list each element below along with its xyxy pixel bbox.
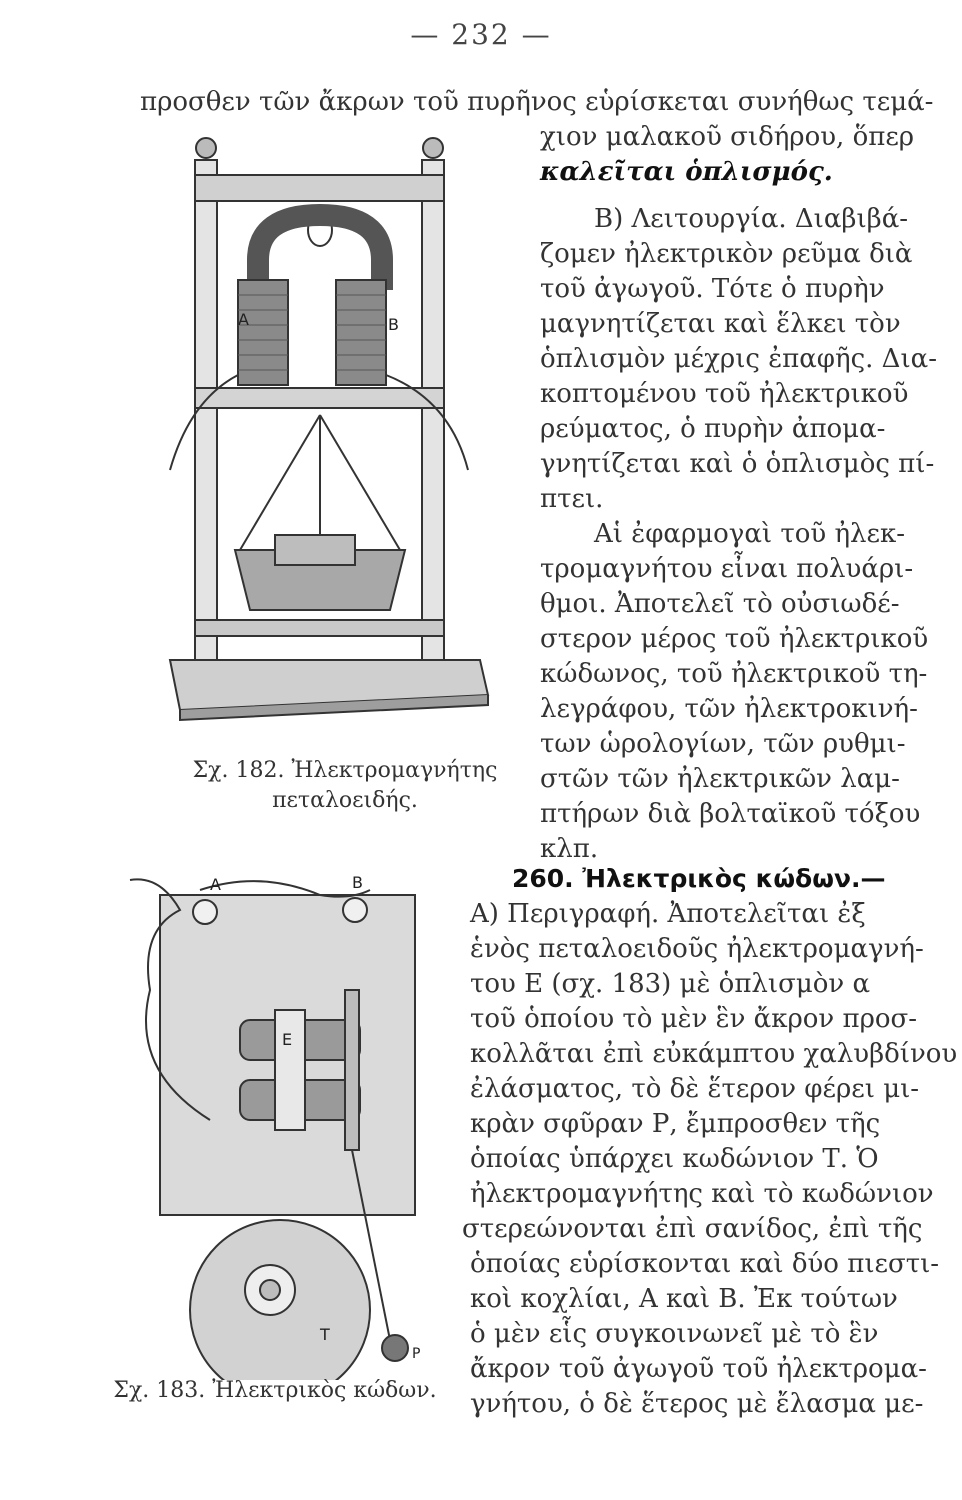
- text-line: χιον μαλακοῦ σιδήρου, ὅπερ: [540, 122, 915, 152]
- text-line: γνητίζεται καὶ ὁ ὁπλισμὸς πί-: [540, 449, 935, 479]
- text-line: ὁποίας εὑρίσκονται καὶ δύο πιεστι-: [470, 1249, 940, 1279]
- text-line: του Ε (σχ. 183) μὲ ὁπλισμὸν α: [470, 969, 871, 999]
- text-line: προσθεν τῶν ἄκρων τοῦ πυρῆνος εὑρίσκεται συνήθως τεμά-: [140, 87, 934, 117]
- text-line: ζομεν ἠλεκτρικὸν ρεῦμα διὰ: [540, 239, 913, 269]
- fig183-label-e: Ε: [282, 1030, 293, 1049]
- text-line: κρὰν σφῦραν Ρ, ἔμπροσθεν τῆς: [470, 1109, 881, 1139]
- fig182-label-a: Α: [238, 310, 249, 329]
- text-line: Αἱ ἐφαρμογαὶ τοῦ ἠλεκ-: [594, 519, 906, 549]
- text-line: θμοι. Ἀποτελεῖ τὸ οὐσιωδέ-: [540, 589, 900, 619]
- text-line: ὁποίας ὑπάρχει κωδώνιον Τ. Ὁ: [470, 1144, 879, 1174]
- text-line: κολλᾶται ἐπὶ εὐκάμπτου χαλυβδίνου: [470, 1039, 958, 1069]
- text-line: πτήρων διὰ βολταϊκοῦ τόξου: [540, 799, 921, 829]
- text-line: των ὡρολογίων, τῶν ρυθμι-: [540, 729, 906, 759]
- text-line: στερεώνονται ἐπὶ σανίδος, ἐπὶ τῆς: [462, 1214, 923, 1244]
- fig183-label-b: Β: [352, 873, 363, 892]
- text-line: κοὶ κοχλίαι, Α καὶ Β. Ἐκ τούτων: [470, 1284, 898, 1314]
- figure-183-illustration: [120, 870, 440, 1380]
- text-line: Α) Περιγραφή. Ἀποτελεῖται ἐξ: [470, 899, 866, 929]
- text-line: ἐλάσματος, τὸ δὲ ἕτερον φέρει μι-: [470, 1074, 920, 1104]
- figure-183-caption: Σχ. 183. Ἠλεκτρικὸς κώδων.: [113, 1378, 437, 1403]
- text-line: ὁ μὲν εἷς συγκοινωνεῖ μὲ τὸ ἓν: [470, 1319, 879, 1349]
- text-line: καλεῖται ὁπλισμός.: [540, 157, 833, 187]
- text-line: τοῦ ἀγωγοῦ. Τότε ὁ πυρὴν: [540, 274, 885, 304]
- section-heading: 260. Ἠλεκτρικὸς κώδων.—: [512, 864, 886, 893]
- text-line: κλπ.: [540, 834, 599, 864]
- text-line: λεγράφου, τῶν ἠλεκτροκινή-: [540, 694, 918, 724]
- text-line: ἄκρον τοῦ ἀγωγοῦ τοῦ ἠλεκτρομα-: [470, 1354, 927, 1384]
- text-line: ἠλεκτρομαγνήτης καὶ τὸ κωδώνιον: [470, 1179, 934, 1209]
- fig183-label-a: Α: [210, 875, 221, 894]
- text-line: ὁπλισμὸν μέχρις ἐπαφῆς. Δια-: [540, 344, 937, 374]
- fig183-label-p: Ρ: [412, 1346, 421, 1362]
- text-line: στερον μέρος τοῦ ἠλεκτρικοῦ: [540, 624, 929, 654]
- text-line: κοπτομένου τοῦ ἠλεκτρικοῦ: [540, 379, 909, 409]
- figure-182-caption-line1: Σχ. 182. Ἠλεκτρομαγνήτης: [192, 758, 498, 783]
- text-line: ρεύματος, ὁ πυρὴν ἀπομα-: [540, 414, 886, 444]
- fig183-label-t: Τ: [320, 1325, 330, 1344]
- text-line: τοῦ ὁποίου τὸ μὲν ἓν ἄκρον προσ-: [470, 1004, 918, 1034]
- text-line: πτει.: [540, 484, 604, 514]
- figure-182-illustration: [150, 120, 510, 740]
- text-line: μαγνητίζεται καὶ ἕλκει τὸν: [540, 309, 901, 339]
- fig182-label-b: Β: [388, 315, 399, 334]
- text-line: κώδωνος, τοῦ ἠλεκτρικοῦ τη-: [540, 659, 928, 689]
- page-number: — 232 —: [410, 18, 552, 51]
- text-line: τρομαγνήτου εἶναι πολυάρι-: [540, 554, 914, 584]
- text-line: στῶν τῶν ἠλεκτρικῶν λαμ-: [540, 764, 900, 794]
- figure-182-caption-line2: πεταλοειδής.: [272, 788, 418, 813]
- text-line: Β) Λειτουργία. Διαβιβά-: [594, 204, 909, 234]
- text-line: ἑνὸς πεταλοειδοῦς ἠλεκτρομαγνή-: [470, 934, 924, 964]
- text-line: γνήτου, ὁ δὲ ἕτερος μὲ ἔλασμα με-: [470, 1389, 924, 1419]
